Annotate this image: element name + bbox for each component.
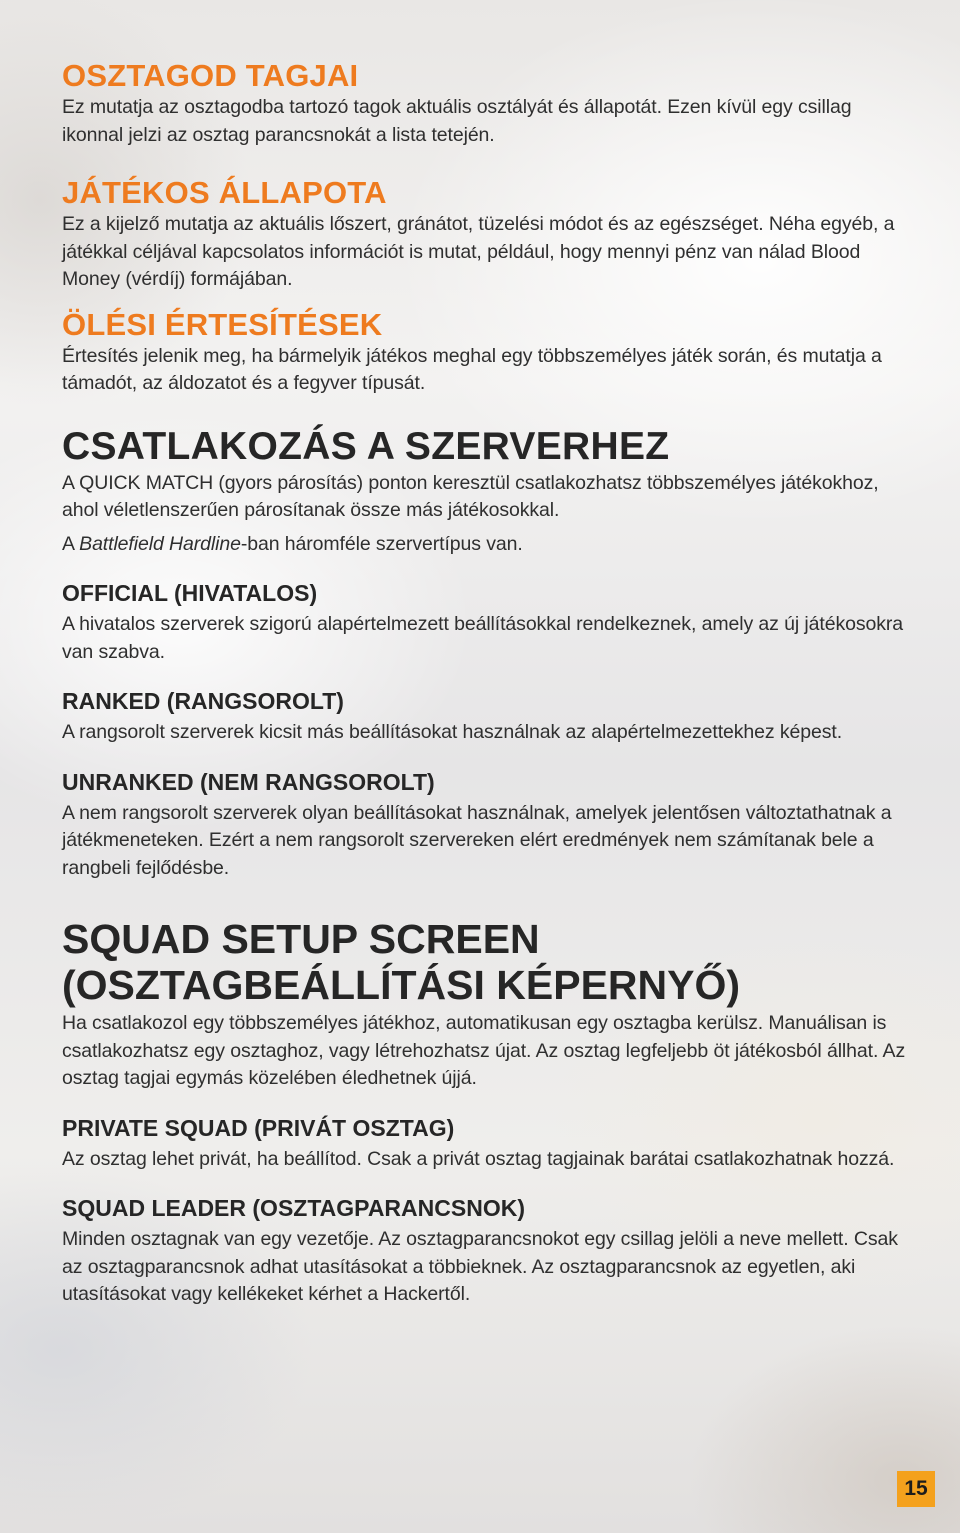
subsection-body-unranked: A nem rangsorolt szerverek olyan beállításokat használnak, amelyek jelentősen változtathatnak a játékmeneteken. Ezért a nem rangsorolt szervereken elért eredmények nem számítanak bele a rangbeli fejlődésbe.	[62, 801, 892, 879]
section-title-joining-server: CSATLAKOZÁS A SZERVERHEZ	[62, 424, 670, 468]
game-title: Battlefield Hardline	[79, 532, 241, 555]
subsection-body-ranked: A rangsorolt szerverek kicsit más beállításokat használnak az alapértelmezettekhez képest.	[62, 721, 843, 743]
server-types-suffix: -ban háromféle szervertípus van.	[240, 532, 523, 555]
subsection-title-ranked: RANKED (RANGSOROLT)	[62, 688, 344, 714]
subsection-body-official: A hivatalos szerverek szigorú alapértelmezett beállításokkal rendelkeznek, amely az új játékosokra van szabva.	[62, 613, 904, 663]
section-body-player-status: Ez a kijelző mutatja az aktuális lőszert, gránátot, tüzelési módot és az egészséget. Néha egyéb, a játékkal céljával kapcsolatos információt is mutat, például, hogy mennyi pénz van nálad Blood Money (vérdíj) formájában.	[62, 213, 895, 290]
section-body-joining-server: A QUICK MATCH (gyors párosítás) ponton keresztül csatlakozhatsz többszemélyes játékokhoz, ahol véletlenszerűen párosítanak össze más játékosokkal.	[62, 471, 879, 521]
section-body-kill-notifications: Értesítés jelenik meg, ha bármelyik játékos meghal egy többszemélyes játék során, és mutatja a támadót, az áldozatot és a fegyver típusát.	[62, 344, 882, 394]
section-title-squad-members: OSZTAGOD TAGJAI	[62, 58, 359, 93]
server-types-note	[62, 531, 912, 559]
manual-page	[62, 58, 912, 1309]
subsection-title-official: OFFICIAL (HIVATALOS)	[62, 580, 318, 606]
section-title-squad-setup	[62, 916, 912, 1008]
subsection-title-squad-leader: SQUAD LEADER (OSZTAGPARANCSNOK)	[62, 1195, 525, 1221]
server-types-prefix: A	[62, 532, 80, 555]
subsection-body-squad-leader: Minden osztagnak van egy vezetője. Az osztagparancsnokot egy csillag jelöli a neve mellett. Csak az osztagparancsnok adhat utasításokat a többieknek. Az osztagparancsnok az egyetlen, aki utasításokat vagy kellékeket kérhet a Hackertől.	[62, 1228, 898, 1305]
section-title-squad-setup-line2: (OSZTAGBEÁLLÍTÁSI KÉPERNYŐ)	[62, 962, 741, 1008]
subsection-title-unranked: UNRANKED (NEM RANGSOROLT)	[62, 768, 435, 795]
section-body-squad-setup: Ha csatlakozol egy többszemélyes játékhoz, automatikusan egy osztagba kerülsz. Manuálisan is csatlakozhatsz egy osztaghoz, vagy létrehozhatsz újat. Az osztag legfeljebb öt játékosból állhat. Az osztag tagjai egymás közelében éledhetnek újjá.	[62, 1012, 906, 1089]
page-number-badge: 15	[897, 1471, 935, 1507]
section-title-squad-setup-line1: SQUAD SETUP SCREEN	[62, 916, 540, 962]
subsection-body-private-squad: Az osztag lehet privát, ha beállítod. Csak a privát osztag tagjainak barátai csatlakozhatnak hozzá.	[62, 1147, 895, 1170]
section-title-kill-notifications: ÖLÉSI ÉRTESÍTÉSEK	[62, 306, 383, 342]
section-body-squad-members: Ez mutatja az osztagodba tartozó tagok aktuális osztályát és állapotát. Ezen kívül egy csillag ikonnal jelzi az osztag parancsnokát a lista tetején.	[62, 96, 852, 146]
subsection-title-private-squad: PRIVATE SQUAD (PRIVÁT OSZTAG)	[62, 1114, 455, 1141]
section-title-player-status: JÁTÉKOS ÁLLAPOTA	[62, 175, 387, 210]
